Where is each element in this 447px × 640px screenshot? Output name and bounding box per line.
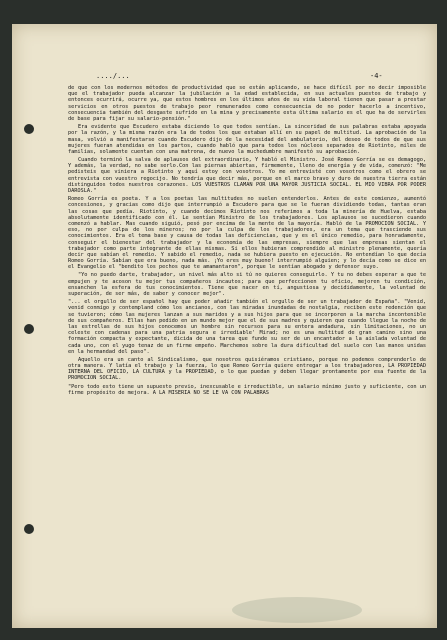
page-number: -4- xyxy=(370,72,383,80)
paragraph: "Yo no puedo darte, trabajador, un nivel más alto si tú no quieres conseguirlo. Y tu no debes esperar a que te empujen y te acoson tu mejor tus compañeros incautos; para que perfeccionen tu oficio, mejoren tu condición, ensanchen la esfera de tus conocimientos. Tiene que nacer en tí, angustiosa y decididamente, la voluntad de superación, de ser más, de saber y conocer mejor". xyxy=(68,272,426,297)
paragraph: Era evidente que Escudero estaba diciendo lo que todos sentían. La sinceridad de sus palabras estaba apoyada por la razón, y la misma razón era la de todos los que estaban allí en su papel de multitud. La aprobación de la masa, volvió a manifestarse cuando Escudero dijo de la necesidad del ambulatorio, del deseo de todos de que sus mujeres fueran atendidas en los partos, cuando habló que para todos los núcleos separados de Riotinto, miles de familias, solamente cuentan con una matrona, de nuevo la muchedumbre manifestó su aprobación. xyxy=(68,124,426,155)
paragraph: de que con los modernos métodos de productividad que se están aplicando, se hace difícil por no decir imposible que el trabajador pueda alcanzar la jubilación a la edad establecida, en sus actuales puestos de trabajo y entonces ocurrirá, ocurre ya, que estos hombres en los últimos años de su vida laboral tienen que pasar a prestar servicios en otros puestos de trabajo peor remunerados como consecuencia de no poder hacerlo a incentivo, consecuencia también del desgaste sufrido en la mina y precisamente esta última salario es el que ha de servirles de base para fijar su salario-pensión." xyxy=(68,85,426,122)
paragraph: Cuando terminó la salva de aplausos del extraordinario, Y habló el Ministro. José Romeo Gorría se es demagogo, Y además, la verdad, no sabe serlo.Con las piernas abiertas, firmemente, lleno de energía y de vida, comenzó: "Me pedisteis que viniera a Riotinto y aquí estoy con vosotros. Yo me entrevisté con vosotros como el obrero se entrevista con vuestro regocijo. No tendría que decir más, porque en el marco bravo y duro de nuestra tierra están distinguidos todos nuestros corazones. LOS VUESTROS CLAMAN POR UNA MAYOR JUSTICIA SOCIAL. EL MIO VIBRA POR PODER DAROSLA." xyxy=(68,157,426,194)
punch-hole xyxy=(24,324,34,334)
document-body xyxy=(68,85,426,396)
paragraph: "Pero todo esto tiene un supuesto previo, inexcusable e irreductible, un salario mínimo justo y suficiente, con un firme propósito de mejora. A LA MISERIA NO SE LE VA CON PALABRAS xyxy=(68,383,426,396)
punch-hole xyxy=(24,124,34,134)
watermark-blot xyxy=(232,597,362,623)
paragraph: "... el orgullo de ser español hay que poder añadir también el orgullo de ser un trabajador de España". "Venid, venid conmigo y contempland cómo los ancianos, con las miradas inundadas de nostalgia, reciben este redención que se tuvieron; cómo las mujeres lanzan a sus maridos y a sus hijos para que se incorporen a la marcha incontenible de sus compañeros. Ellas han pedido en un mundo mejor que el de sus madres y quieren que cuando llegue la noche de las estrellas de sus hijos conocemos un hombre sin recursos para su entera andadura, sin limitaciones, no un celeste con cadenas para una patria segura e irrediable' Mirad; no es una multitud de gran camino sino una formación compacta y expectante, dicida de una tarea que funde su ser de un encantador a la aislada voluntad de cada uno, con el yugo tenaz de un firme empeño. Marchemos sobre la dura dificultad del suelo con las manos unidas en la hermandad del paso". xyxy=(68,299,426,355)
page-continuation-mark: ..../... xyxy=(96,72,130,80)
paragraph: Aquello era un canto al Sindicalismo, que nosotros quisiéramos cristiano, porque no podemos comprenderlo de otra manera. Y latía el trabajo y la fuerza, lo que Romeo Gorría quiere entregar a los trabajadores, LA PROPIEDAD INTERNA DEL OFICIO, LA CULTURA y la PROPIEDAD, o lo que puedan y deben llegar prontamente por esa fuente de la PROMOCION SOCIAL. xyxy=(68,356,426,382)
paragraph: Romeo Gorría es poeta. Y a los poetas las multitudes no suelen entenderlos. Antes de este comienzo, aumentó concesiones, y gracias como dijo que interrumpió a Escudero para que se le fueran dividiendo todas, tantas eran las cosas que pedía. Riotinto, y cuando decimos Riotinto nos referimos a toda la minería de Huelva, estaba absolutamente identificado con él. Le sentían Ministro de los trabajadores. Los aplausos se sucedieron cuando comenzó a hablar. Mas cuando siguió, pesó por encima de la mente de la mayoría. Habló de la PROMOCION SOCIAL. Y eso, no por culpa de los mineros; no por la culpa de los trabajadores, era un tema que trasciende sus conocimientos. Era el tema base y causa de todas las deficiencias, que y es el único remedio, para honradamente, conseguir el bienestar del trabajador y la economía de las empresas, siempre que las empresas sientan el trabajador como parte integrante de ellas mismas. Si ellos hubieran comprendido al ministro plenamente, quería decir que sabían el remedio. Y sabido el remedio, nada se hubiera puesto en ejecución. No entendían lo que decía Romeo Gorría. Sabían que era bueno, nada más. ¡Yo eres muy bueno! interrumpió alguien; y lo decía como se dice en el Evangelio el "bendito los pechos que te amamantaron", porque le sentían abogado y defensor suyo. xyxy=(68,196,426,271)
punch-hole xyxy=(24,524,34,534)
